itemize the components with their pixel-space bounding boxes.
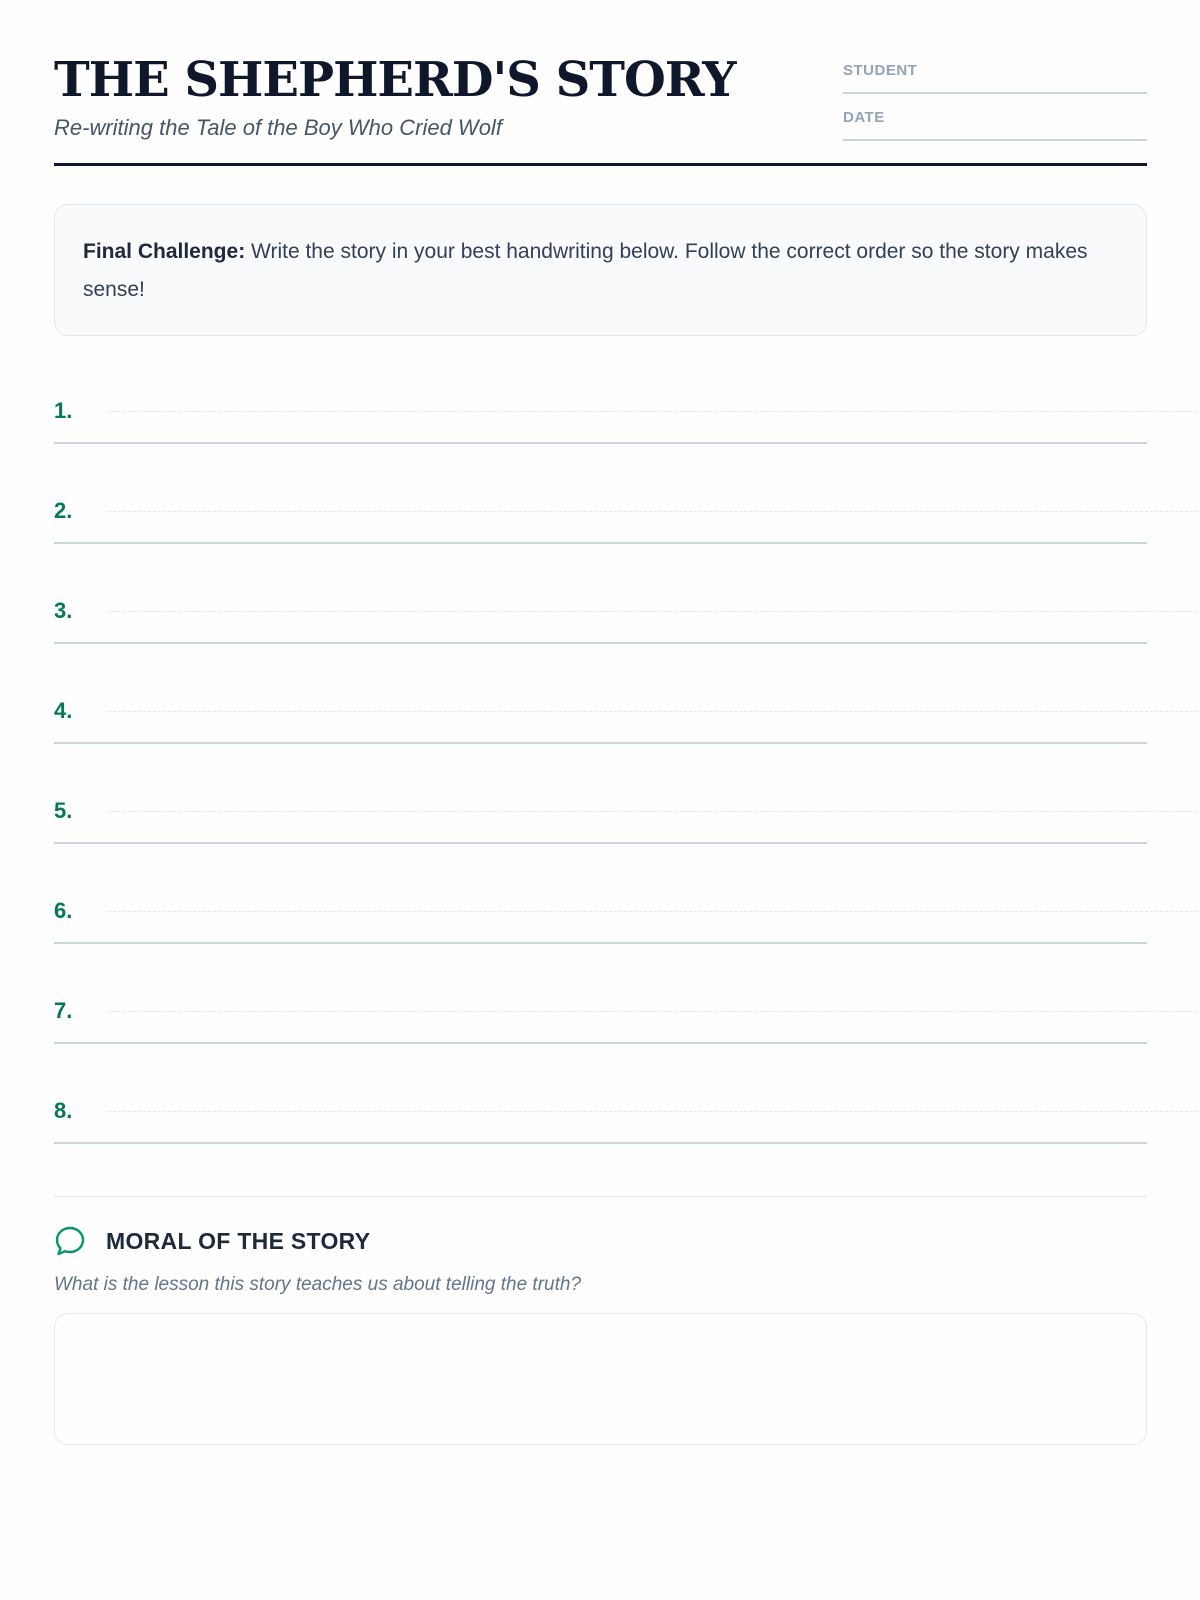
guide-line bbox=[108, 611, 1200, 612]
base-line bbox=[54, 442, 1147, 444]
instructions-lead: Final Challenge: bbox=[83, 240, 246, 263]
line-number: 7. bbox=[54, 998, 73, 1023]
writing-line-4[interactable] bbox=[54, 698, 1147, 798]
writing-line-2[interactable] bbox=[54, 498, 1147, 598]
worksheet-page bbox=[54, 0, 1147, 1295]
base-line bbox=[54, 642, 1147, 644]
writing-line-1[interactable] bbox=[54, 398, 1147, 498]
line-number: 3. bbox=[54, 598, 73, 623]
guide-line bbox=[108, 1111, 1200, 1112]
guide-line bbox=[108, 411, 1200, 412]
line-number: 4. bbox=[54, 698, 73, 723]
writing-line-6[interactable] bbox=[54, 898, 1147, 998]
speech-bubble-icon bbox=[54, 1225, 86, 1257]
moral-prompt: What is the lesson this story teaches us about telling the truth? bbox=[54, 1274, 582, 1295]
moral-answer-box[interactable] bbox=[54, 1313, 1147, 1445]
base-line bbox=[54, 1042, 1147, 1044]
instructions-text: Write the story in your best handwriting below. Follow the correct order so the story makes sense! bbox=[83, 240, 1088, 301]
worksheet-header bbox=[54, 0, 1147, 166]
base-line bbox=[54, 542, 1147, 544]
line-number: 1. bbox=[54, 398, 73, 423]
line-number: 6. bbox=[54, 898, 73, 923]
line-number: 8. bbox=[54, 1098, 73, 1123]
student-label: STUDENT bbox=[843, 62, 918, 79]
guide-line bbox=[108, 811, 1200, 812]
base-line bbox=[54, 942, 1147, 944]
guide-line bbox=[108, 511, 1200, 512]
instructions-box bbox=[54, 204, 1147, 336]
moral-title: MORAL OF THE STORY bbox=[106, 1227, 371, 1254]
date-label: DATE bbox=[843, 109, 885, 126]
line-number: 5. bbox=[54, 798, 73, 823]
date-field[interactable] bbox=[843, 109, 1147, 141]
moral-header bbox=[54, 1224, 370, 1258]
page-subtitle: Re-writing the Tale of the Boy Who Cried Wolf bbox=[54, 115, 502, 140]
guide-line bbox=[108, 1011, 1200, 1012]
guide-line bbox=[108, 911, 1200, 912]
writing-line-8[interactable] bbox=[54, 1098, 1147, 1198]
line-number: 2. bbox=[54, 498, 73, 523]
base-line bbox=[54, 842, 1147, 844]
guide-line bbox=[108, 711, 1200, 712]
writing-line-3[interactable] bbox=[54, 598, 1147, 698]
writing-line-7[interactable] bbox=[54, 998, 1147, 1098]
base-line bbox=[54, 1142, 1147, 1144]
student-name-field[interactable] bbox=[843, 62, 1147, 94]
page-title: THE SHEPHERD'S STORY bbox=[54, 52, 736, 108]
base-line bbox=[54, 742, 1147, 744]
section-divider bbox=[54, 1196, 1147, 1197]
writing-line-5[interactable] bbox=[54, 798, 1147, 898]
